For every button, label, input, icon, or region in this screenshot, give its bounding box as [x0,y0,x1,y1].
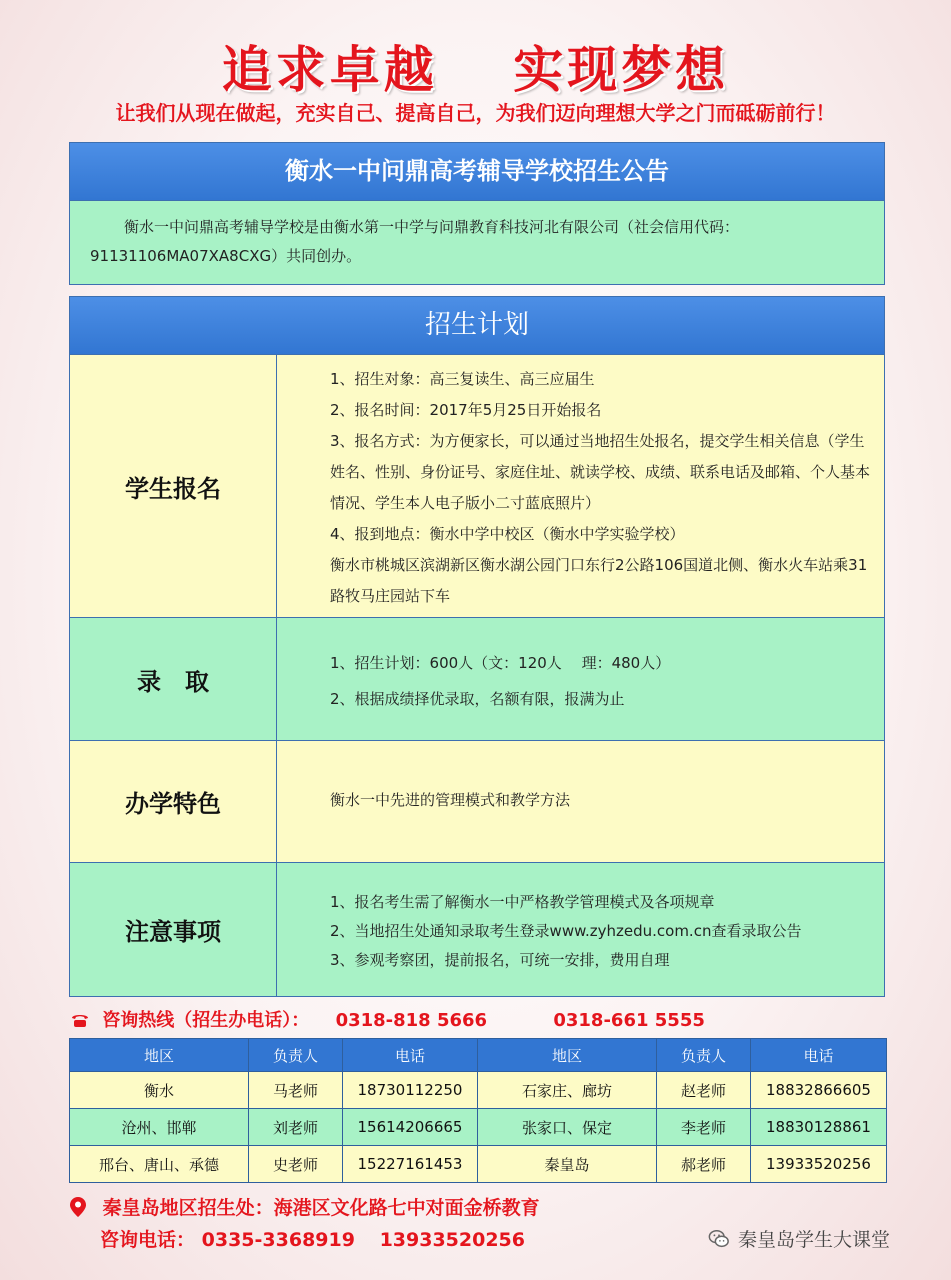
table-cell: 张家口、保定 [478,1109,657,1146]
table-cell: 18832866605 [751,1072,887,1109]
contact-phone-1[interactable]: 0335-3368919 [201,1229,355,1251]
table-cell: 15227161453 [343,1146,478,1183]
contact-phone-label: 咨询电话： [100,1229,196,1251]
table-cell: 秦皇岛 [478,1146,657,1183]
row-line: 2、报名时间：2017年5月25日开始报名 [330,401,602,419]
row-line: 1、报名考生需了解衡水一中严格教学管理模式及各项规章 [330,893,715,911]
plan-row-features [70,740,884,862]
row-line: 4、报到地点：衡水中学中校区（衡水中学实验学校） [330,525,685,543]
table-cell: 18730112250 [343,1072,478,1109]
row-line: 2、根据成绩择优录取，名额有限，报满为止 [330,690,625,708]
column-header: 电话 [751,1039,887,1072]
table-header-row [70,1039,887,1072]
table-cell: 赵老师 [657,1072,751,1109]
table-row [70,1072,887,1109]
table-cell: 刘老师 [249,1109,343,1146]
location-pin-icon [70,1197,86,1217]
table-cell: 石家庄、廊坊 [478,1072,657,1109]
phone-icon [70,1012,90,1028]
column-header: 负责人 [657,1039,751,1072]
table-cell: 13933520256 [751,1146,887,1183]
row-line: 衡水市桃城区滨湖新区衡水湖公园门口东行2公路106国道北侧、衡水火车站乘31路牧马庄园站下车 [330,556,868,605]
hotline [70,1006,930,1032]
table-cell: 15614206665 [343,1109,478,1146]
column-header: 地区 [70,1039,249,1072]
row-line: 3、参观考察团，提前报名，可统一安排，费用自理 [330,951,670,969]
table-cell: 18830128861 [751,1109,887,1146]
row-label: 办学特色 [70,741,277,862]
table-cell: 邢台、唐山、承德 [70,1146,249,1183]
watermark-text: 秦皇岛学生大课堂 [738,1229,891,1251]
row-line: 1、招生计划：600人（文：120人 理：480人） [330,654,671,672]
row-label: 学生报名 [70,355,277,617]
intro-title: 衡水一中问鼎高考辅导学校招生公告 [70,143,884,200]
subline: 让我们从现在做起，充实自己、提高自己，为我们迈向理想大学之门而砥砺前行！ [115,101,836,125]
column-header: 地区 [478,1039,657,1072]
plan-row-admission [70,617,884,740]
row-label: 录 取 [70,618,277,740]
row-line: 1、招生对象：高三复读生、高三应届生 [330,370,595,388]
row-line: 2、当地招生处通知录取考生登录www.zyhzedu.com.cn查看录取公告 [330,922,802,940]
row-label: 注意事项 [70,863,277,996]
contacts-table [69,1038,887,1183]
intro-text [70,200,884,284]
hotline-label: 咨询热线（招生办电话）： [102,1010,310,1031]
row-line: 衡水一中先进的管理模式和教学方法 [330,791,571,809]
plan-title: 招生计划 [70,297,884,354]
row-line: 3、报名方式：为方便家长，可以通过当地招生处报名，提交学生相关信息（学生姓名、性别、身份证号、家庭住址、就读学校、成绩、联系电话及邮箱、个人基本情况、学生本人电子版小二寸蓝底照片） [330,432,871,512]
table-cell: 李老师 [657,1109,751,1146]
table-cell: 衡水 [70,1072,249,1109]
plan-row-notes [70,862,884,996]
column-header: 负责人 [249,1039,343,1072]
table-cell: 沧州、邯郸 [70,1109,249,1146]
table-row [70,1109,887,1146]
plan-row-registration [70,354,884,617]
table-cell: 马老师 [249,1072,343,1109]
watermark [708,1225,890,1252]
intro-text-content: 衡水一中问鼎高考辅导学校是由衡水第一中学与问鼎教育科技河北有限公司（社会信用代码：91131106MA07XA8CXG）共同创办。 [90,218,740,265]
table-row [70,1146,887,1183]
column-header: 电话 [343,1039,478,1072]
headline: 追求卓越 实现梦想 [221,41,730,99]
contact-phone-2[interactable]: 13933520256 [379,1229,526,1251]
table-cell: 郝老师 [657,1146,751,1183]
contact-phone-line [100,1225,525,1252]
address-text: 秦皇岛地区招生处：海港区文化路七中对面金桥教育 [102,1197,540,1219]
hotline-phone-2[interactable]: 0318-661 5555 [553,1010,705,1031]
table-cell: 史老师 [249,1146,343,1183]
address-line [70,1193,540,1220]
intro-box [69,142,885,285]
wechat-icon [708,1228,730,1250]
hotline-phone-1[interactable]: 0318-818 5666 [335,1010,488,1031]
plan-box [69,296,885,997]
